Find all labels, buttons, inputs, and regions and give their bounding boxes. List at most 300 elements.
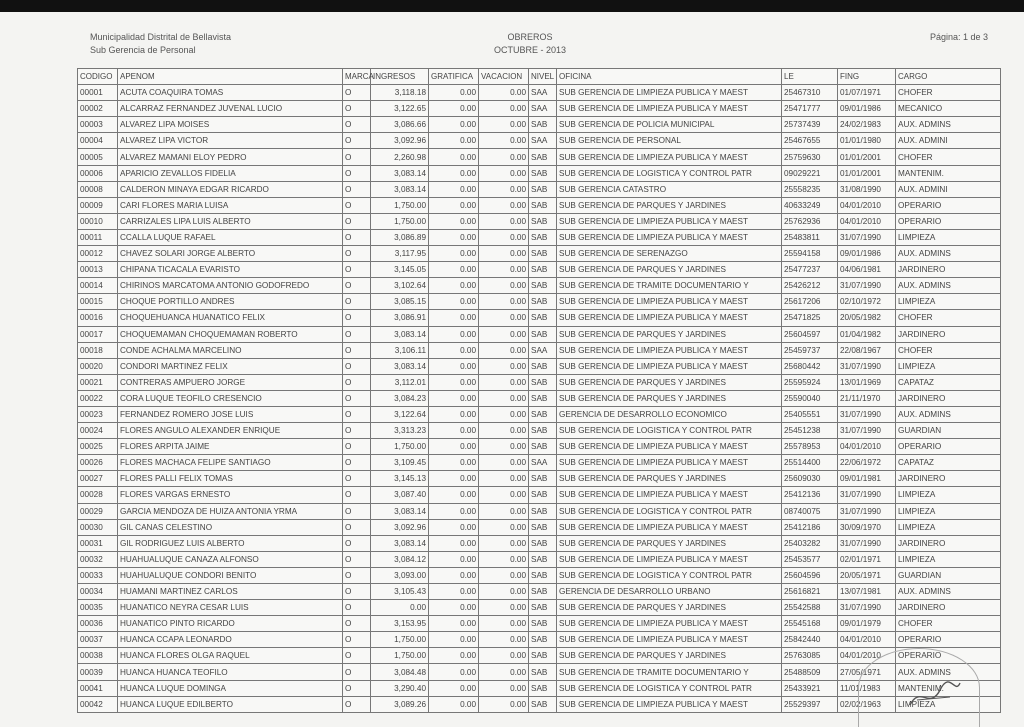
cell-le: 25488509 [782, 664, 838, 680]
cell-marca: O [343, 632, 371, 648]
cell-nivel: SAA [529, 101, 557, 117]
cell-fing: 22/06/1972 [838, 455, 896, 471]
cell-codigo: 00011 [78, 229, 118, 245]
cell-le: 40633249 [782, 197, 838, 213]
cell-fing: 04/01/2010 [838, 213, 896, 229]
cell-fing: 09/01/1981 [838, 471, 896, 487]
cell-codigo: 00010 [78, 213, 118, 229]
cell-gratifica: 0.00 [429, 584, 479, 600]
cell-ingresos: 3,313.23 [371, 423, 429, 439]
cell-le: 09029221 [782, 165, 838, 181]
cell-nivel: SAA [529, 455, 557, 471]
cell-vacacion: 0.00 [479, 406, 529, 422]
cell-oficina: SUB GERENCIA DE LIMPIEZA PUBLICA Y MAEST [557, 229, 782, 245]
cell-apenom: HUAHUALUQUE CANAZA ALFONSO [118, 551, 343, 567]
cell-marca: O [343, 213, 371, 229]
cell-gratifica: 0.00 [429, 567, 479, 583]
cell-ingresos: 3,117.95 [371, 246, 429, 262]
cell-codigo: 00023 [78, 406, 118, 422]
cell-le: 25542588 [782, 600, 838, 616]
cell-oficina: SUB GERENCIA DE LIMPIEZA PUBLICA Y MAEST [557, 439, 782, 455]
table-row [78, 181, 1001, 197]
cell-cargo: AUX. ADMINS [896, 406, 1001, 422]
cell-vacacion: 0.00 [479, 165, 529, 181]
column-header-marca: MARCA [343, 69, 371, 85]
cell-ingresos: 3,092.96 [371, 133, 429, 149]
cell-marca: O [343, 326, 371, 342]
cell-gratifica: 0.00 [429, 535, 479, 551]
cell-gratifica: 0.00 [429, 213, 479, 229]
cell-le: 25453577 [782, 551, 838, 567]
page-number: Página: 1 de 3 [930, 32, 989, 42]
cell-vacacion: 0.00 [479, 117, 529, 133]
cell-fing: 04/01/2010 [838, 439, 896, 455]
cell-nivel: SAB [529, 197, 557, 213]
cell-fing: 20/05/1971 [838, 567, 896, 583]
cell-le: 25403282 [782, 535, 838, 551]
cell-ingresos: 3,109.45 [371, 455, 429, 471]
cell-oficina: SUB GERENCIA DE PARQUES Y JARDINES [557, 535, 782, 551]
cell-cargo: AUX. ADMINS [896, 246, 1001, 262]
cell-fing: 01/01/1980 [838, 133, 896, 149]
cell-marca: O [343, 455, 371, 471]
cell-fing: 09/01/1986 [838, 101, 896, 117]
cell-cargo: JARDINERO [896, 535, 1001, 551]
cell-ingresos: 3,086.89 [371, 229, 429, 245]
table-row [78, 487, 1001, 503]
cell-codigo: 00033 [78, 567, 118, 583]
cell-oficina: SUB GERENCIA DE LIMPIEZA PUBLICA Y MAEST [557, 519, 782, 535]
table-row [78, 567, 1001, 583]
cell-gratifica: 0.00 [429, 358, 479, 374]
cell-gratifica: 0.00 [429, 551, 479, 567]
cell-oficina: SUB GERENCIA DE PARQUES Y JARDINES [557, 390, 782, 406]
cell-gratifica: 0.00 [429, 149, 479, 165]
cell-nivel: SAB [529, 648, 557, 664]
cell-vacacion: 0.00 [479, 133, 529, 149]
cell-marca: O [343, 551, 371, 567]
cell-ingresos: 3,122.65 [371, 101, 429, 117]
cell-marca: O [343, 584, 371, 600]
payroll-table [77, 68, 1001, 713]
column-header-vacacion: VACACION [479, 69, 529, 85]
cell-vacacion: 0.00 [479, 197, 529, 213]
cell-cargo: CHOFER [896, 310, 1001, 326]
cell-vacacion: 0.00 [479, 326, 529, 342]
cell-marca: O [343, 680, 371, 696]
table-row [78, 374, 1001, 390]
cell-marca: O [343, 358, 371, 374]
table-row [78, 584, 1001, 600]
cell-marca: O [343, 406, 371, 422]
cell-ingresos: 1,750.00 [371, 213, 429, 229]
table-row [78, 133, 1001, 149]
cell-vacacion: 0.00 [479, 632, 529, 648]
cell-oficina: SUB GERENCIA DE LIMPIEZA PUBLICA Y MAEST [557, 294, 782, 310]
table-row [78, 535, 1001, 551]
cell-codigo: 00016 [78, 310, 118, 326]
cell-le: 25762936 [782, 213, 838, 229]
cell-vacacion: 0.00 [479, 600, 529, 616]
cell-cargo: AUX. ADMINS [896, 584, 1001, 600]
cell-vacacion: 0.00 [479, 181, 529, 197]
cell-fing: 02/02/1963 [838, 696, 896, 712]
cell-marca: O [343, 342, 371, 358]
cell-gratifica: 0.00 [429, 519, 479, 535]
cell-ingresos: 3,087.40 [371, 487, 429, 503]
cell-oficina: SUB GERENCIA DE LIMPIEZA PUBLICA Y MAEST [557, 551, 782, 567]
cell-gratifica: 0.00 [429, 406, 479, 422]
cell-fing: 04/06/1981 [838, 262, 896, 278]
cell-ingresos: 3,084.48 [371, 664, 429, 680]
cell-marca: O [343, 390, 371, 406]
cell-codigo: 00009 [78, 197, 118, 213]
cell-cargo: AUX. ADMINS [896, 117, 1001, 133]
cell-ingresos: 3,083.14 [371, 358, 429, 374]
cell-apenom: ACUTA COAQUIRA TOMAS [118, 85, 343, 101]
cell-nivel: SAB [529, 423, 557, 439]
cell-codigo: 00014 [78, 278, 118, 294]
cell-apenom: CONDE ACHALMA MARCELINO [118, 342, 343, 358]
table-row [78, 455, 1001, 471]
cell-marca: O [343, 374, 371, 390]
cell-oficina: SUB GERENCIA DE LIMPIEZA PUBLICA Y MAEST [557, 310, 782, 326]
cell-marca: O [343, 487, 371, 503]
cell-codigo: 00036 [78, 616, 118, 632]
cell-cargo: CHOFER [896, 149, 1001, 165]
cell-marca: O [343, 246, 371, 262]
cell-oficina: SUB GERENCIA DE PARQUES Y JARDINES [557, 648, 782, 664]
cell-nivel: SAB [529, 551, 557, 567]
cell-vacacion: 0.00 [479, 471, 529, 487]
cell-gratifica: 0.00 [429, 326, 479, 342]
cell-vacacion: 0.00 [479, 310, 529, 326]
cell-le: 25412186 [782, 519, 838, 535]
cell-cargo: LIMPIEZA [896, 519, 1001, 535]
cell-oficina: GERENCIA DE DESARROLLO ECONOMICO [557, 406, 782, 422]
scan-top-edge [0, 0, 1024, 12]
cell-gratifica: 0.00 [429, 278, 479, 294]
cell-nivel: SAB [529, 535, 557, 551]
cell-marca: O [343, 664, 371, 680]
cell-apenom: CONDORI MARTINEZ FELIX [118, 358, 343, 374]
cell-le: 25459737 [782, 342, 838, 358]
cell-ingresos: 3,153.95 [371, 616, 429, 632]
cell-vacacion: 0.00 [479, 294, 529, 310]
cell-cargo: LIMPIEZA [896, 487, 1001, 503]
cell-vacacion: 0.00 [479, 503, 529, 519]
cell-fing: 31/07/1990 [838, 229, 896, 245]
signature-icon [905, 675, 965, 715]
cell-apenom: HUANCA LUQUE DOMINGA [118, 680, 343, 696]
cell-gratifica: 0.00 [429, 632, 479, 648]
cell-le: 25405551 [782, 406, 838, 422]
cell-oficina: SUB GERENCIA DE LOGISTICA Y CONTROL PATR [557, 423, 782, 439]
table-row [78, 390, 1001, 406]
cell-apenom: CARI FLORES MARIA LUISA [118, 197, 343, 213]
cell-marca: O [343, 197, 371, 213]
cell-nivel: SAB [529, 117, 557, 133]
cell-gratifica: 0.00 [429, 101, 479, 117]
cell-le: 25558235 [782, 181, 838, 197]
cell-gratifica: 0.00 [429, 680, 479, 696]
table-row [78, 406, 1001, 422]
cell-ingresos: 1,750.00 [371, 439, 429, 455]
cell-oficina: SUB GERENCIA DE PARQUES Y JARDINES [557, 262, 782, 278]
cell-nivel: SAB [529, 181, 557, 197]
cell-apenom: FLORES ANGULO ALEXANDER ENRIQUE [118, 423, 343, 439]
cell-apenom: APARICIO ZEVALLOS FIDELIA [118, 165, 343, 181]
cell-codigo: 00039 [78, 664, 118, 680]
cell-apenom: ALVAREZ LIPA MOISES [118, 117, 343, 133]
cell-cargo: LIMPIEZA [896, 294, 1001, 310]
cell-cargo: LIMPIEZA [896, 358, 1001, 374]
cell-ingresos: 0.00 [371, 600, 429, 616]
cell-codigo: 00012 [78, 246, 118, 262]
cell-ingresos: 3,086.91 [371, 310, 429, 326]
cell-cargo: LIMPIEZA [896, 696, 1001, 712]
cell-fing: 31/07/1990 [838, 358, 896, 374]
cell-gratifica: 0.00 [429, 471, 479, 487]
cell-codigo: 00002 [78, 101, 118, 117]
cell-ingresos: 3,106.11 [371, 342, 429, 358]
cell-fing: 04/01/2010 [838, 648, 896, 664]
cell-le: 25514400 [782, 455, 838, 471]
cell-le: 25483811 [782, 229, 838, 245]
cell-marca: O [343, 616, 371, 632]
cell-cargo: OPERARIO [896, 213, 1001, 229]
cell-oficina: SUB GERENCIA DE LIMPIEZA PUBLICA Y MAEST [557, 358, 782, 374]
cell-fing: 01/01/2001 [838, 149, 896, 165]
table-row [78, 423, 1001, 439]
cell-ingresos: 3,122.64 [371, 406, 429, 422]
cell-apenom: HUAMANI MARTINEZ CARLOS [118, 584, 343, 600]
cell-ingresos: 3,083.14 [371, 326, 429, 342]
cell-oficina: SUB GERENCIA DE LOGISTICA Y CONTROL PATR [557, 680, 782, 696]
cell-fing: 27/05/1971 [838, 664, 896, 680]
table-row [78, 294, 1001, 310]
cell-cargo: CHOFER [896, 85, 1001, 101]
cell-vacacion: 0.00 [479, 85, 529, 101]
cell-ingresos: 3,118.18 [371, 85, 429, 101]
cell-apenom: CHAVEZ SOLARI JORGE ALBERTO [118, 246, 343, 262]
cell-ingresos: 3,290.40 [371, 680, 429, 696]
cell-gratifica: 0.00 [429, 117, 479, 133]
cell-nivel: SAB [529, 600, 557, 616]
cell-nivel: SAB [529, 680, 557, 696]
cell-marca: O [343, 181, 371, 197]
cell-codigo: 00003 [78, 117, 118, 133]
cell-gratifica: 0.00 [429, 455, 479, 471]
cell-fing: 21/11/1970 [838, 390, 896, 406]
cell-cargo: AUX. ADMINS [896, 278, 1001, 294]
cell-codigo: 00037 [78, 632, 118, 648]
column-header-cargo: CARGO [896, 69, 1001, 85]
cell-fing: 01/07/1971 [838, 85, 896, 101]
cell-vacacion: 0.00 [479, 423, 529, 439]
table-row [78, 551, 1001, 567]
cell-cargo: CAPATAZ [896, 374, 1001, 390]
cell-cargo: CHOFER [896, 342, 1001, 358]
cell-fing: 22/08/1967 [838, 342, 896, 358]
cell-cargo: JARDINERO [896, 390, 1001, 406]
cell-cargo: JARDINERO [896, 471, 1001, 487]
cell-vacacion: 0.00 [479, 213, 529, 229]
cell-gratifica: 0.00 [429, 181, 479, 197]
cell-apenom: FLORES VARGAS ERNESTO [118, 487, 343, 503]
cell-cargo: OPERARIO [896, 197, 1001, 213]
table-row [78, 197, 1001, 213]
cell-ingresos: 3,102.64 [371, 278, 429, 294]
cell-vacacion: 0.00 [479, 487, 529, 503]
column-header-fing: FING [838, 69, 896, 85]
table-row [78, 519, 1001, 535]
cell-cargo: JARDINERO [896, 262, 1001, 278]
table-row [78, 165, 1001, 181]
cell-gratifica: 0.00 [429, 133, 479, 149]
cell-vacacion: 0.00 [479, 567, 529, 583]
cell-le: 25680442 [782, 358, 838, 374]
table-row [78, 310, 1001, 326]
cell-oficina: SUB GERENCIA DE PARQUES Y JARDINES [557, 600, 782, 616]
cell-ingresos: 3,089.26 [371, 696, 429, 712]
cell-marca: O [343, 278, 371, 294]
cell-ingresos: 3,086.66 [371, 117, 429, 133]
cell-fing: 31/07/1990 [838, 406, 896, 422]
cell-codigo: 00032 [78, 551, 118, 567]
cell-fing: 02/10/1972 [838, 294, 896, 310]
cell-codigo: 00025 [78, 439, 118, 455]
cell-cargo: MANTENIM. [896, 165, 1001, 181]
cell-codigo: 00042 [78, 696, 118, 712]
cell-fing: 11/01/1983 [838, 680, 896, 696]
table-body [78, 85, 1001, 713]
table-row [78, 503, 1001, 519]
cell-fing: 31/07/1990 [838, 423, 896, 439]
cell-le: 25617206 [782, 294, 838, 310]
cell-nivel: SAB [529, 503, 557, 519]
cell-ingresos: 3,083.14 [371, 503, 429, 519]
cell-oficina: SUB GERENCIA DE LIMPIEZA PUBLICA Y MAEST [557, 455, 782, 471]
cell-oficina: GERENCIA DE DESARROLLO URBANO [557, 584, 782, 600]
cell-cargo: LIMPIEZA [896, 229, 1001, 245]
cell-vacacion: 0.00 [479, 584, 529, 600]
cell-vacacion: 0.00 [479, 680, 529, 696]
cell-fing: 01/01/2001 [838, 165, 896, 181]
table-row [78, 278, 1001, 294]
cell-oficina: SUB GERENCIA DE LIMPIEZA PUBLICA Y MAEST [557, 487, 782, 503]
cell-marca: O [343, 535, 371, 551]
cell-codigo: 00041 [78, 680, 118, 696]
table-row [78, 326, 1001, 342]
cell-cargo: MANTENIM. [896, 680, 1001, 696]
cell-oficina: SUB GERENCIA CATASTRO [557, 181, 782, 197]
cell-vacacion: 0.00 [479, 439, 529, 455]
cell-nivel: SAB [529, 213, 557, 229]
cell-le: 25595924 [782, 374, 838, 390]
cell-apenom: CHOQUEMAMAN CHOQUEMAMAN ROBERTO [118, 326, 343, 342]
table-row [78, 471, 1001, 487]
cell-vacacion: 0.00 [479, 149, 529, 165]
cell-fing: 01/04/1982 [838, 326, 896, 342]
cell-apenom: HUANCA LUQUE EDILBERTO [118, 696, 343, 712]
cell-apenom: HUANCA HUANCA TEOFILO [118, 664, 343, 680]
cell-oficina: SUB GERENCIA DE LOGISTICA Y CONTROL PATR [557, 567, 782, 583]
cell-vacacion: 0.00 [479, 535, 529, 551]
cell-oficina: SUB GERENCIA DE LIMPIEZA PUBLICA Y MAEST [557, 632, 782, 648]
cell-nivel: SAB [529, 567, 557, 583]
cell-le: 25763085 [782, 648, 838, 664]
cell-fing: 31/07/1990 [838, 600, 896, 616]
cell-gratifica: 0.00 [429, 600, 479, 616]
cell-fing: 31/08/1990 [838, 181, 896, 197]
column-header-apenom: APENOM [118, 69, 343, 85]
cell-vacacion: 0.00 [479, 616, 529, 632]
cell-le: 25412136 [782, 487, 838, 503]
cell-oficina: SUB GERENCIA DE LIMPIEZA PUBLICA Y MAEST [557, 342, 782, 358]
cell-vacacion: 0.00 [479, 101, 529, 117]
cell-ingresos: 3,112.01 [371, 374, 429, 390]
cell-codigo: 00018 [78, 342, 118, 358]
cell-le: 25529397 [782, 696, 838, 712]
table-row [78, 600, 1001, 616]
cell-nivel: SAB [529, 519, 557, 535]
table-row [78, 149, 1001, 165]
cell-vacacion: 0.00 [479, 455, 529, 471]
cell-gratifica: 0.00 [429, 85, 479, 101]
cell-ingresos: 3,083.14 [371, 165, 429, 181]
cell-ingresos: 3,084.23 [371, 390, 429, 406]
cell-nivel: SAB [529, 262, 557, 278]
cell-ingresos: 3,083.14 [371, 181, 429, 197]
table-row [78, 342, 1001, 358]
cell-oficina: SUB GERENCIA DE LOGISTICA Y CONTROL PATR [557, 165, 782, 181]
cell-vacacion: 0.00 [479, 262, 529, 278]
cell-nivel: SAB [529, 374, 557, 390]
cell-le: 25604596 [782, 567, 838, 583]
cell-apenom: CALDERON MINAYA EDGAR RICARDO [118, 181, 343, 197]
cell-fing: 09/01/1979 [838, 616, 896, 632]
cell-fing: 13/01/1969 [838, 374, 896, 390]
cell-cargo: OPERARIO [896, 648, 1001, 664]
cell-fing: 30/09/1970 [838, 519, 896, 535]
cell-nivel: SAB [529, 390, 557, 406]
cell-apenom: CHOQUEHUANCA HUANATICO FELIX [118, 310, 343, 326]
cell-marca: O [343, 503, 371, 519]
cell-marca: O [343, 117, 371, 133]
cell-cargo: LIMPIEZA [896, 551, 1001, 567]
cell-marca: O [343, 101, 371, 117]
cell-oficina: SUB GERENCIA DE LIMPIEZA PUBLICA Y MAEST [557, 616, 782, 632]
table-row [78, 439, 1001, 455]
cell-marca: O [343, 696, 371, 712]
report-title: OBREROS [507, 32, 553, 42]
cell-oficina: SUB GERENCIA DE LIMPIEZA PUBLICA Y MAEST [557, 85, 782, 101]
cell-oficina: SUB GERENCIA DE LIMPIEZA PUBLICA Y MAEST [557, 101, 782, 117]
cell-apenom: HUANATICO PINTO RICARDO [118, 616, 343, 632]
cell-codigo: 00020 [78, 358, 118, 374]
cell-fing: 24/02/1983 [838, 117, 896, 133]
cell-oficina: SUB GERENCIA DE PARQUES Y JARDINES [557, 374, 782, 390]
cell-gratifica: 0.00 [429, 374, 479, 390]
cell-vacacion: 0.00 [479, 390, 529, 406]
cell-vacacion: 0.00 [479, 342, 529, 358]
cell-gratifica: 0.00 [429, 390, 479, 406]
table-row [78, 117, 1001, 133]
cell-le: 25471777 [782, 101, 838, 117]
cell-apenom: FLORES MACHACA FELIPE SANTIAGO [118, 455, 343, 471]
cell-fing: 20/05/1982 [838, 310, 896, 326]
